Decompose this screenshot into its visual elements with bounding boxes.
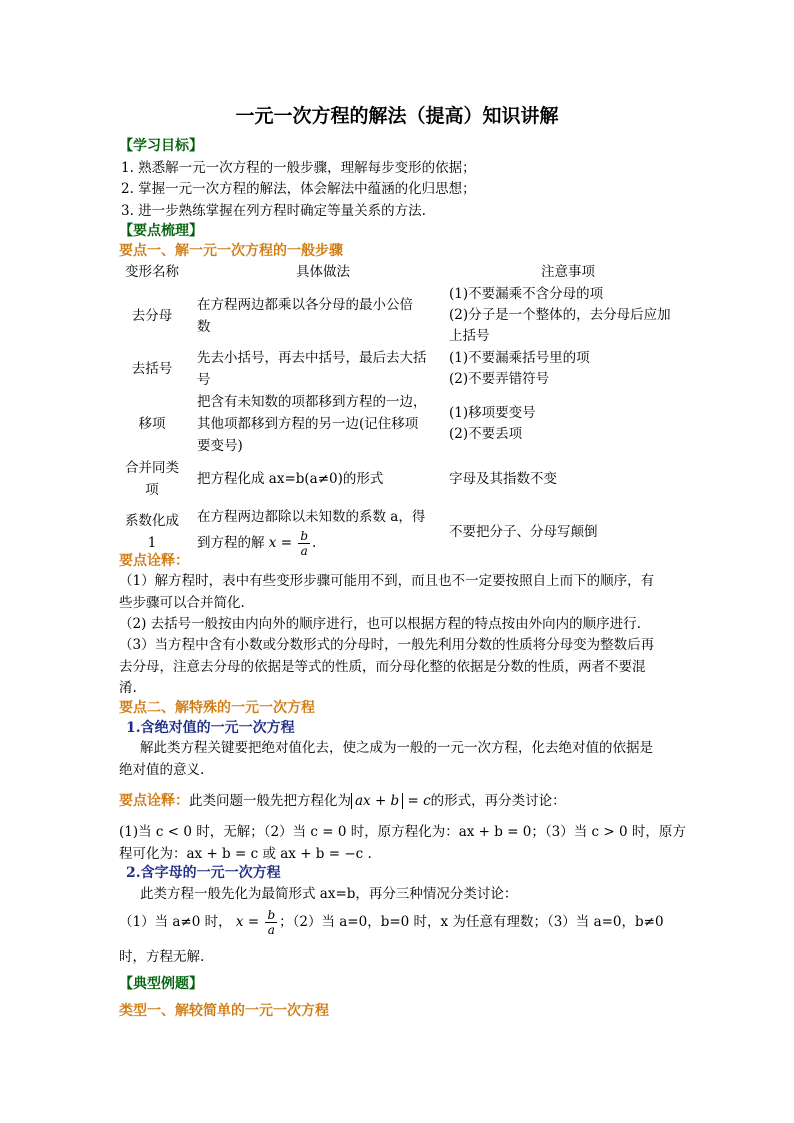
method-line: 其他项都移到方程的另一边(记住移项: [197, 416, 419, 432]
explain-line: （3）当方程中含有小数或分数形式的分母时，一般先利用分数的性质将分母变为整数后再: [119, 637, 655, 653]
body-line: 解此类方程关键要把绝对值化去，使之成为一般的一元一次方程，化去绝对值的依据是: [140, 740, 653, 756]
page-title: 一元一次方程的解法（提高）知识讲解: [235, 105, 559, 127]
fraction-numerator: b: [300, 529, 308, 543]
case-line-with-fraction: [119, 909, 664, 936]
step-method: [185, 457, 449, 501]
explain-line: 些步骤可以合并简化.: [119, 595, 245, 611]
step-notes: [449, 284, 687, 347]
fraction-numerator: b: [267, 908, 276, 922]
step-notes: [449, 391, 687, 457]
step-notes: [449, 457, 687, 501]
note-line: (2)不要丢项: [449, 426, 523, 442]
steps-table: [119, 260, 687, 563]
step-name-line: 系数化成: [125, 513, 179, 529]
method-line: 在方程两边都乘以各分母的最小公倍: [197, 296, 413, 313]
case-text: ；（2）当 a=0，b=0 时，x 为任意有理数；（3）当 a=0，b≠0: [279, 914, 664, 930]
step-method: [185, 347, 449, 391]
column-header: 注意事项: [541, 263, 595, 280]
note-line: (1)不要漏乘不含分母的项: [449, 286, 604, 302]
table-row: [119, 501, 687, 563]
learning-goal-item: 3. 进一步熟练掌握在列方程时确定等量关系的方法.: [121, 203, 426, 219]
learning-goal-item: 2. 掌握一元一次方程的解法，体会解法中蕴涵的化归思想；: [121, 181, 476, 197]
case-text: （1）当 a≠0 时，: [119, 914, 232, 930]
table-row: [119, 347, 687, 391]
step-name: 去括号: [131, 361, 173, 377]
explain-abs-line: [119, 794, 566, 809]
step-notes: [449, 501, 687, 563]
solution-fraction: [265, 909, 277, 936]
step-name-line: 项: [145, 482, 159, 498]
table-row: [119, 284, 687, 347]
case-line: 程可化为：ax + b = c 或 ax + b = −c .: [119, 846, 372, 862]
step-name-line: 1: [147, 535, 157, 551]
method-line: 要变号): [197, 438, 243, 454]
method-text: 到方程的解: [197, 535, 265, 551]
note-line: 不要把分子、分母写颠倒: [449, 523, 598, 540]
case-line: (1)当 c < 0 时，无解；（2）当 c = 0 时，原方程化为：ax + b = 0；（3）当 c > 0 时，原方: [119, 824, 686, 840]
step-method: [185, 284, 449, 347]
explain-text: 的形式，再分类讨论：: [430, 793, 566, 809]
method-line: 把方程化成 ax=b(a≠0)的形式: [197, 471, 384, 487]
step-method: [185, 391, 449, 457]
explain-line: （2) 去括号一般按由内向外的顺序进行，也可以根据方程的特点按由外向内的顺序进行.: [119, 616, 641, 632]
method-line: 在方程两边都除以未知数的系数 a，得: [197, 509, 426, 525]
method-line: 号: [197, 372, 211, 388]
step-name: 去分母: [131, 307, 173, 324]
solution-lhs: x =: [268, 535, 293, 551]
sub1-heading: 1.含绝对值的一元一次方程: [126, 720, 295, 736]
note-line: (2)分子是一个整体的，去分母后应加: [449, 307, 671, 323]
point2-heading: 要点二、解特殊的一元一次方程: [119, 700, 315, 716]
method-line: 把含有未知数的项都移到方程的一边，: [197, 394, 427, 410]
key-points-heading: 【要点梳理】: [119, 223, 203, 239]
note-line: (1)移项要变号: [449, 405, 536, 421]
table-row: [119, 391, 687, 457]
method-line: 先去小括号，再去中括号，最后去大括: [197, 350, 427, 366]
solution-fraction: [298, 530, 310, 557]
explain-line: 去分母，注意去分母的依据是等式的性质，而分母化整的依据是分数的性质，两者不要混: [119, 659, 646, 675]
note-line: 字母及其指数不变: [449, 470, 557, 487]
solution-period: .: [312, 535, 317, 551]
equation-rhs: = c: [403, 793, 431, 809]
column-header: 变形名称: [125, 264, 179, 280]
note-line: (2)不要弄错符号: [449, 371, 550, 387]
point1-heading: 要点一、解一元一次方程的一般步骤: [119, 243, 343, 259]
absolute-value-expression: ax + b: [351, 793, 403, 809]
learning-goal-item: 1. 熟悉解一元一次方程的一般步骤，理解每步变形的依据；: [121, 160, 476, 176]
explain-line: （1）解方程时，表中有些变形步骤可能用不到，而且也不一定要按照自上而下的顺序，有: [119, 573, 655, 589]
method-line: 数: [197, 318, 211, 335]
explain-line: 淆.: [119, 680, 137, 696]
method-line-with-fraction: [197, 528, 449, 558]
step-method: [185, 501, 449, 563]
sub2-heading: 2.含字母的一元一次方程: [126, 865, 281, 881]
explain-heading: 要点诠释：: [119, 553, 189, 569]
case-line: 时，方程无解.: [119, 949, 205, 965]
step-name: [119, 457, 185, 501]
explain-heading: 要点诠释：: [119, 793, 189, 809]
table-row: [119, 457, 687, 501]
step-name-line: 合并同类: [125, 460, 179, 476]
note-line: (1)不要漏乘括号里的项: [449, 350, 590, 366]
table-header-row: [119, 260, 687, 284]
note-line: 上括号: [449, 328, 490, 344]
body-line: 此类方程一般先化为最简形式 ax=b，再分三种情况分类讨论：: [140, 886, 518, 902]
explain-text: 此类问题一般先把方程化为: [189, 793, 351, 809]
learning-goals-heading: 【学习目标】: [119, 138, 203, 154]
body-line: 绝对值的意义.: [119, 762, 205, 778]
step-name: 移项: [138, 416, 166, 432]
step-notes: [449, 347, 687, 391]
fraction-denominator: a: [300, 544, 308, 558]
fraction-denominator: a: [267, 923, 275, 937]
type1-heading: 类型一、解较简单的一元一次方程: [119, 1003, 329, 1019]
examples-heading: 【典型例题】: [119, 976, 203, 992]
column-header: 具体做法: [296, 264, 350, 280]
solution-lhs: x =: [235, 914, 260, 930]
